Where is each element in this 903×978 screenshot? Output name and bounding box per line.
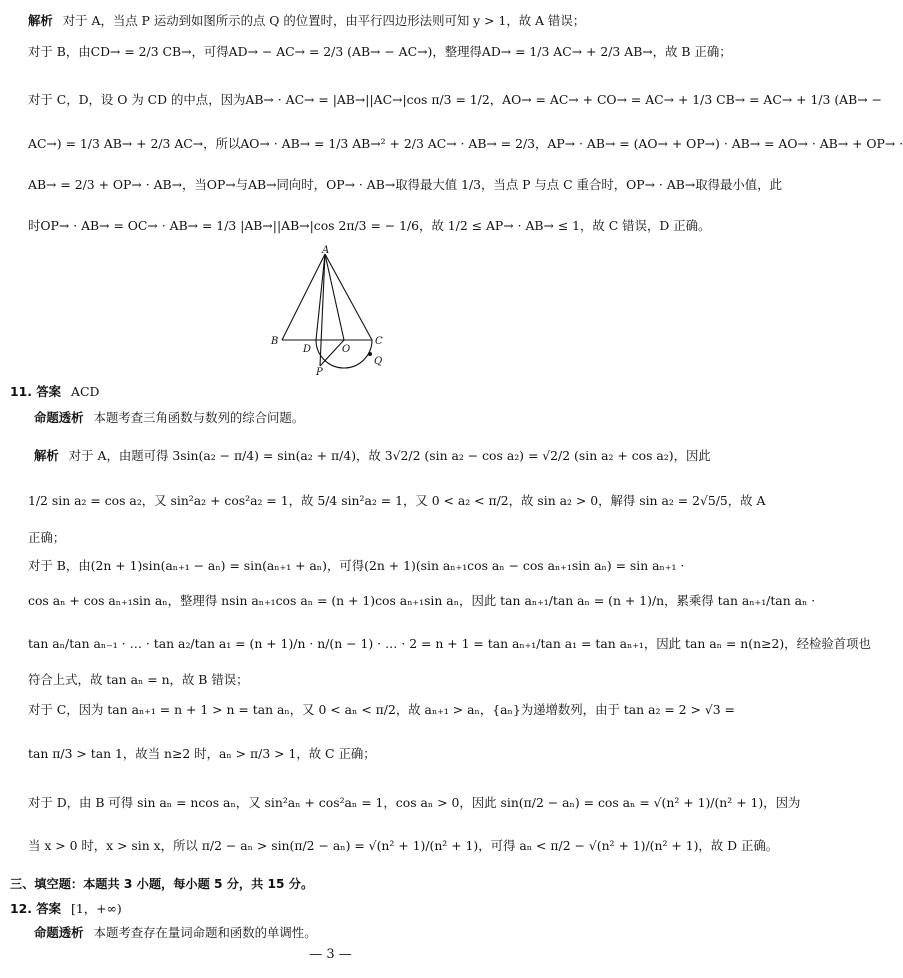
label-p: P [316,367,323,378]
text-line: 对于 D，由 B 可得 sin aₙ = ncos aₙ，又 sin²aₙ + cos²aₙ = 1，cos aₙ > 0，因此 sin(π/2 − aₙ) = cos aₙ = √(n² + 1)/(n² + 1)，因为 [28,795,801,810]
solution-label: 解析 [28,13,53,28]
text-line: 符合上式，故 tan aₙ = n，故 B 错误； [28,672,249,687]
section-heading: 三、填空题：本题共 3 小题，每小题 5 分，共 15 分。 [10,877,314,891]
text-line: 对于 B，由CD→ = 2/3 CB→，可得AD→ − AC→ = 2/3 (AB→ − AC→)，整理得AD→ = 1/3 AC→ + 2/3 AB→，故 B 正确； [28,44,732,59]
text-line: 当 x > 0 时，x > sin x，所以 π/2 − aₙ > sin(π/2 − aₙ) = √(n² + 1)/(n² + 1)，可得 aₙ < π/2 − √(n² + 1)/(n² + 1)，故 D 正确。 [28,838,779,853]
analysis-label: 命题透析 [34,410,84,425]
text-line: 对于 B，由(2n + 1)sin(aₙ₊₁ − aₙ) = sin(aₙ₊₁ + aₙ)，可得(2n + 1)(sin aₙ₊₁cos aₙ − cos aₙ₊₁sin aₙ) = sin aₙ₊₁ · [28,558,685,573]
answer-value: ACD [71,384,100,399]
geometry-figure [268,244,398,378]
text-line: 1/2 sin a₂ = cos a₂，又 sin²a₂ + cos²a₂ = 1，故 5/4 sin²a₂ = 1，又 0 < a₂ < π/2，故 sin a₂ > 0，解得 sin a₂ = 2√5/5，故 A [28,493,766,508]
point-q-marker [368,352,372,356]
analysis-line [34,410,646,426]
text-line: 时OP→ · AB→ = OC→ · AB→ = 1/3 |AB→||AB→|cos 2π/3 = − 1/6，故 1/2 ≤ AP→ · AB→ ≤ 1，故 C 错误，D 正确。 [28,218,711,233]
text-line: 正确； [28,530,66,545]
text-line: tan π/3 > tan 1，故当 n≥2 时，aₙ > π/3 > 1，故 C 正确； [28,746,376,761]
label-o: O [342,344,351,355]
label-b: B [271,336,279,347]
text-line: cos aₙ + cos aₙ₊₁sin aₙ，整理得 nsin aₙ₊₁cos aₙ = (n + 1)cos aₙ₊₁sin aₙ，因此 tan aₙ₊₁/tan aₙ = (n + 1)/n，累乘得 tan aₙ₊₁/tan aₙ · [28,593,816,608]
analysis-text: 本题考查三角函数与数列的综合问题。 [93,410,305,425]
text-line [34,448,711,464]
line-text: 对于 A，由题可得 3sin(a₂ − π/4) = sin(a₂ + π/4)，故 3√2/2 (sin a₂ − cos a₂) = √2/2 (sin a₂ + cos a₂)，因此 [68,448,711,463]
line-text: 对于 A，当点 P 运动到如图所示的点 Q 的位置时，由平行四边形法则可知 y > 1，故 A 错误； [62,13,586,28]
answer-label: 12. 答案 [10,901,62,916]
text-line: 对于 C，D，设 O 为 CD 的中点，因为AB→ · AC→ = |AB→||AC→|cos π/3 = 1/2，AO→ = AC→ + CO→ = AC→ + 1/3 CB→ = AC→ + 1/3 (AB→ − [28,92,882,107]
analysis-label: 命题透析 [34,925,84,940]
text-line [28,13,646,29]
solution-label: 解析 [34,448,59,463]
text-line: tan aₙ/tan aₙ₋₁ · … · tan a₂/tan a₁ = (n + 1)/n · n/(n − 1) · … · 2 = n + 1 = tan aₙ₊₁/tan a₁ = tan aₙ₊₁，因此 tan aₙ = n(n≥2)，经检验首项也 [28,636,871,651]
analysis-text: 本题考查存在量词命题和函数的单调性。 [93,925,317,940]
answer-line [10,384,646,400]
label-d: D [303,344,312,355]
answer-label: 11. 答案 [10,384,62,399]
label-a: A [322,245,330,256]
analysis-line [34,925,646,941]
text-line: 对于 C，因为 tan aₙ₊₁ = n + 1 > n = tan aₙ，又 0 < aₙ < π/2，故 aₙ₊₁ > aₙ，{aₙ}为递增数列，由于 tan a₂ = 2 > √3 = [28,702,735,717]
page-number: — 3 — [309,947,352,962]
text-line: AC→) = 1/3 AB→ + 2/3 AC→，所以AO→ · AB→ = 1/3 AB→² + 2/3 AC→ · AB→ = 2/3，AP→ · AB→ = (AO→ + OP→) · AB→ = AO→ · AB→ + OP→ · [28,136,903,151]
answer-line [10,901,646,917]
answer-value: [1，+∞) [71,901,122,916]
label-c: C [375,336,383,347]
label-q: Q [374,356,383,367]
text-line: AB→ = 2/3 + OP→ · AB→，当OP→与AB→同向时，OP→ · AB→取得最大值 1/3，当点 P 与点 C 重合时，OP→ · AB→取得最小值，此 [28,177,782,192]
